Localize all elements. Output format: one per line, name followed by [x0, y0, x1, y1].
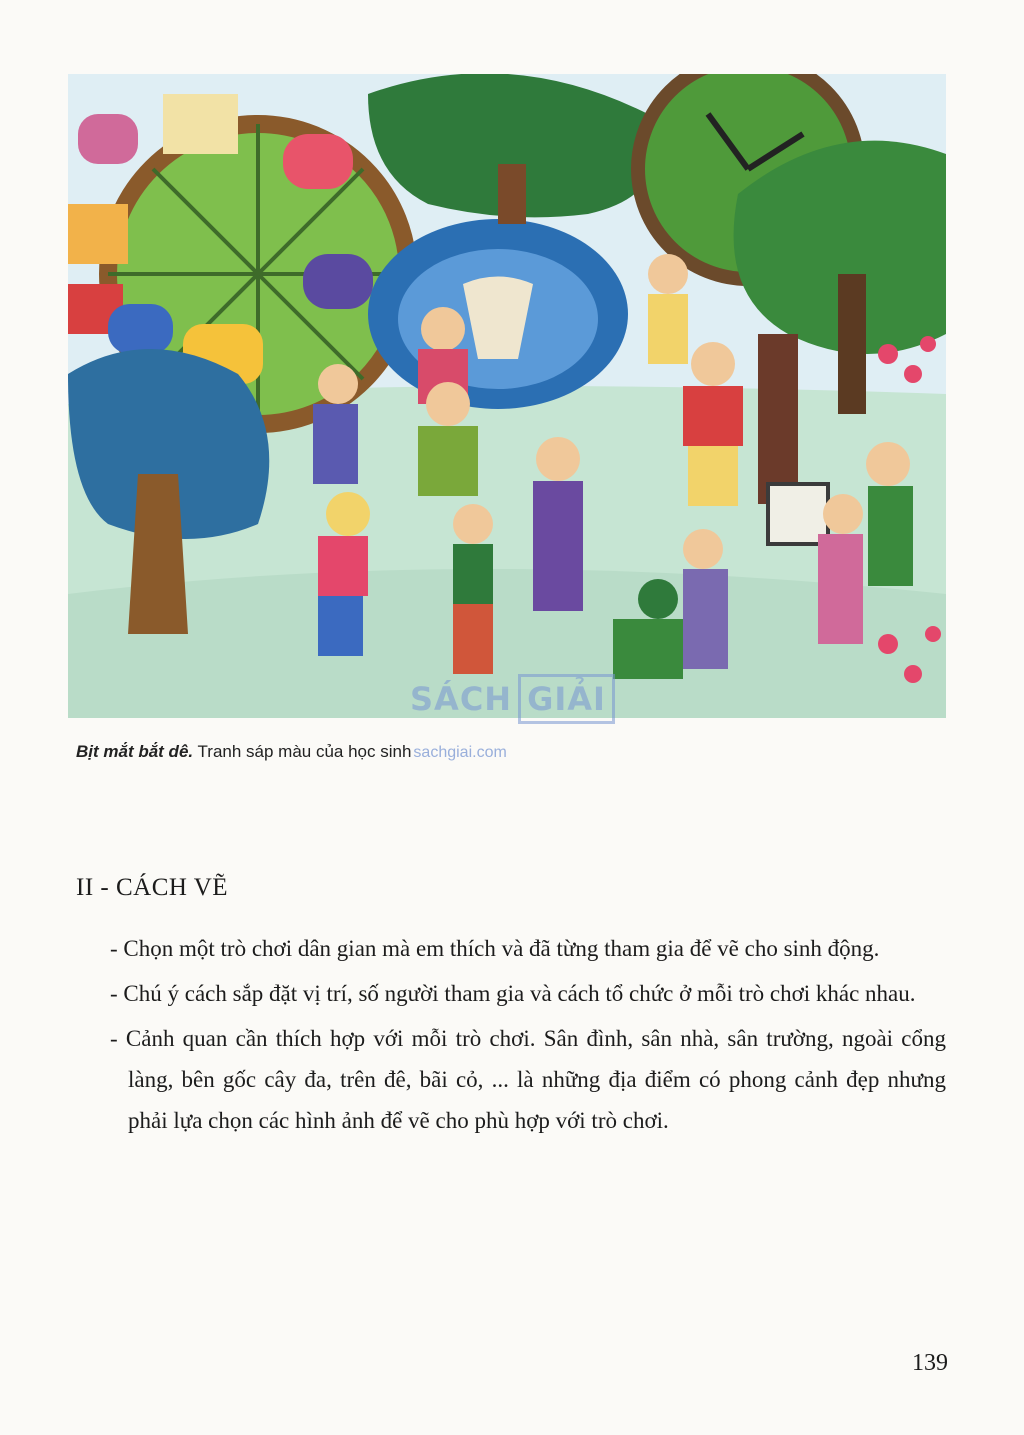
caption-text: Tranh sáp màu của học sinh: [193, 742, 412, 761]
painting-icon: [68, 74, 946, 718]
crayon-painting: [68, 74, 946, 718]
section-content: [76, 928, 946, 1145]
bullet-item: - Chọn một trò chơi dân gian mà em thích và đã từng tham gia để vẽ cho sinh động.: [110, 936, 880, 961]
page-number: 139: [912, 1350, 948, 1376]
caption-title: Bịt mắt bắt dê.: [76, 742, 194, 761]
bullet-item: - Cảnh quan cần thích hợp với mỗi trò chơi. Sân đình, sân nhà, sân trường, ngoài cổng làng, bên gốc cây đa, trên đê, bãi cỏ, ... là những địa điểm có phong cảnh đẹp nhưng phải lựa chọn các hình ảnh để vẽ cho phù hợp với trò chơi.: [110, 1026, 946, 1133]
section-heading: II - CÁCH VẼ: [76, 874, 229, 901]
figure-caption: [76, 742, 507, 762]
bullet-item: - Chú ý cách sắp đặt vị trí, số người tham gia và cách tổ chức ở mỗi trò chơi khác nhau.: [110, 981, 916, 1006]
watermark-box-text: GIẢI: [518, 674, 615, 724]
watermark-text: SÁCH: [410, 680, 513, 718]
watermark: [410, 670, 615, 728]
caption-site-watermark: sachgiai.com: [413, 744, 507, 761]
